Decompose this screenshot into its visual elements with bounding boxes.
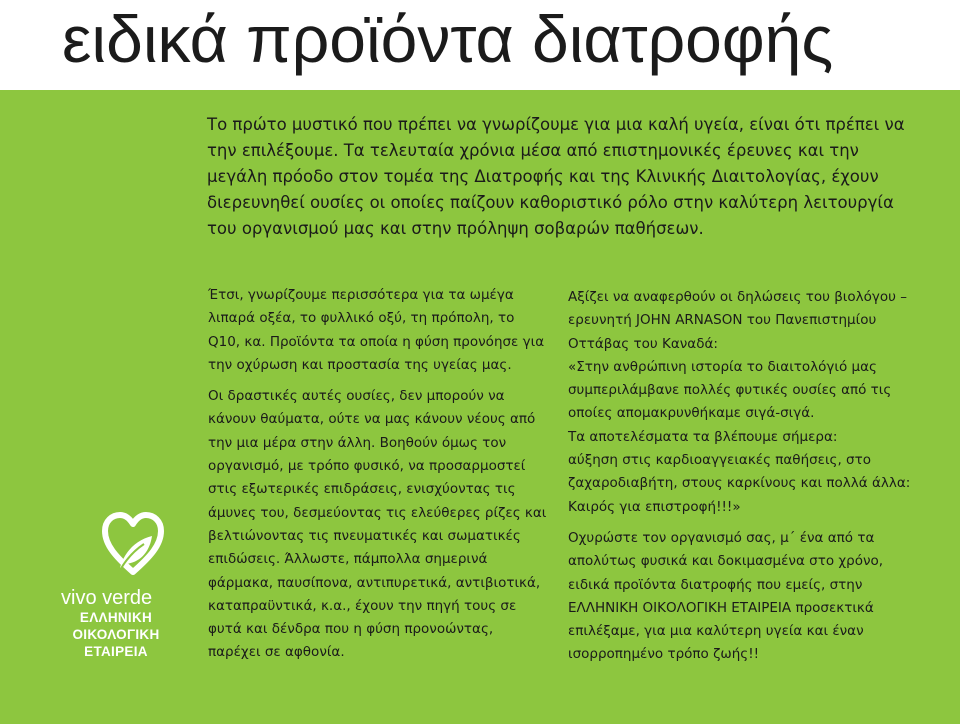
right-paragraph: Αξίζει να αναφερθούν οι δηλώσεις του βιολόγου – ερευνητή JOHN ARNASON του Πανεπιστημίου Οττάβας του Καναδά: xyxy=(568,289,907,352)
logo-text xyxy=(61,587,171,660)
right-paragraph: «Στην ανθρώπινη ιστορία το διαιτολόγιό μας συμπεριλάμβανε πολλές φυτικές ουσίες από τις οποίες απομακρυνθήκαμε σιγά-σιγά. xyxy=(568,358,892,422)
org-name-line: ΕΛΛΗΝΙΚΗ xyxy=(79,610,153,625)
heart-leaf-icon xyxy=(102,512,164,578)
left-paragraph: Οι δραστικές αυτές ουσίες, δεν μπορούν να κάνουν θαύματα, ούτε να μας κάνουν νέους από την μια μέρα στην άλλη. Βοηθούν όμως τον οργανισμό, με τρόπο φυσικό, να προσαρμοστεί στις εξωτερικές επιδράσεις, ενισχύοντας τις άμυνες του, δεσμεύοντας τις ελεύθερες ρίζες και βελτιώνοντας τις πνευματικές και σωματικές επιδώσεις. Άλλωστε, πάμπολλα σημερινά φάρμακα, παυσίπονα, αντιπυρετικά, αντιβιοτικά, καταπραϋντικά, κ.α., έχουν την πηγή τους σε φυτά και δένδρα που η φύση προνοώντας, παρέχει σε αφθονία. xyxy=(208,388,547,661)
brand-name: vivo verde xyxy=(61,587,153,609)
left-paragraph: Έτσι, γνωρίζουμε περισσότερα για τα ωμέγα λιπαρά οξέα, το φυλλικό οξύ, τη πρόπολη, το Q10, κα. Προϊόντα τα οποία η φύση προνόησε για την οχύρωση και προστασία της υγείας μας. xyxy=(208,287,545,373)
vivo-verde-logo xyxy=(54,512,174,672)
intro-paragraph: Το πρώτο μυστικό που πρέπει να γνωρίζουμε για μια καλή υγεία, είναι ότι πρέπει να την επιλέξουμε. Τα τελευταία χρόνια μέσα από επιστημονικές έρευνες και την μεγάλη πρόοδο στον τομέα της Διατροφής και της Κλινικής Διαιτολογίας, έχουν διερευνηθεί ουσίες οι οποίες παίζουν καθοριστικό ρόλο στην καλύτερη λειτουργία του οργανισμού μας και στην πρόληψη σοβαρών παθήσεων. xyxy=(207,115,905,238)
page-title: ειδικά προϊόντα διατροφής xyxy=(62,2,834,76)
org-name-line: ΕΤΑΙΡΕΙΑ xyxy=(84,644,148,659)
right-paragraph: Οχυρώστε τον οργανισμό σας, μ΄ ένα από τα απολύτως φυσικά και δοκιμασμένα στο χρόνο, ειδικά προϊόντα διατροφής που εμείς, στην ΕΛΛΗΝΙΚΗ ΟΙΚΟΛΟΓΙΚΗ ΕΤΑΙΡΕΙΑ προσεκτικά επιλέξαμε, για μια καλύτερη υγεία και έναν ισορροπημένο τρόπο ζωής!! xyxy=(568,529,884,663)
left-column xyxy=(208,284,548,665)
intro-text xyxy=(207,112,907,242)
right-paragraph: αύξηση στις καρδιοαγγειακές παθήσεις, στο ζαχαροδιαβήτη, στους καρκίνους και πολλά άλλα: Καιρός για επιστροφή!!!» xyxy=(568,452,911,515)
right-column xyxy=(568,286,928,667)
org-name-line: ΟΙΚΟΛΟΓΙΚΗ xyxy=(72,627,160,642)
right-paragraph: Τα αποτελέσματα τα βλέπουμε σήμερα: xyxy=(568,428,838,445)
